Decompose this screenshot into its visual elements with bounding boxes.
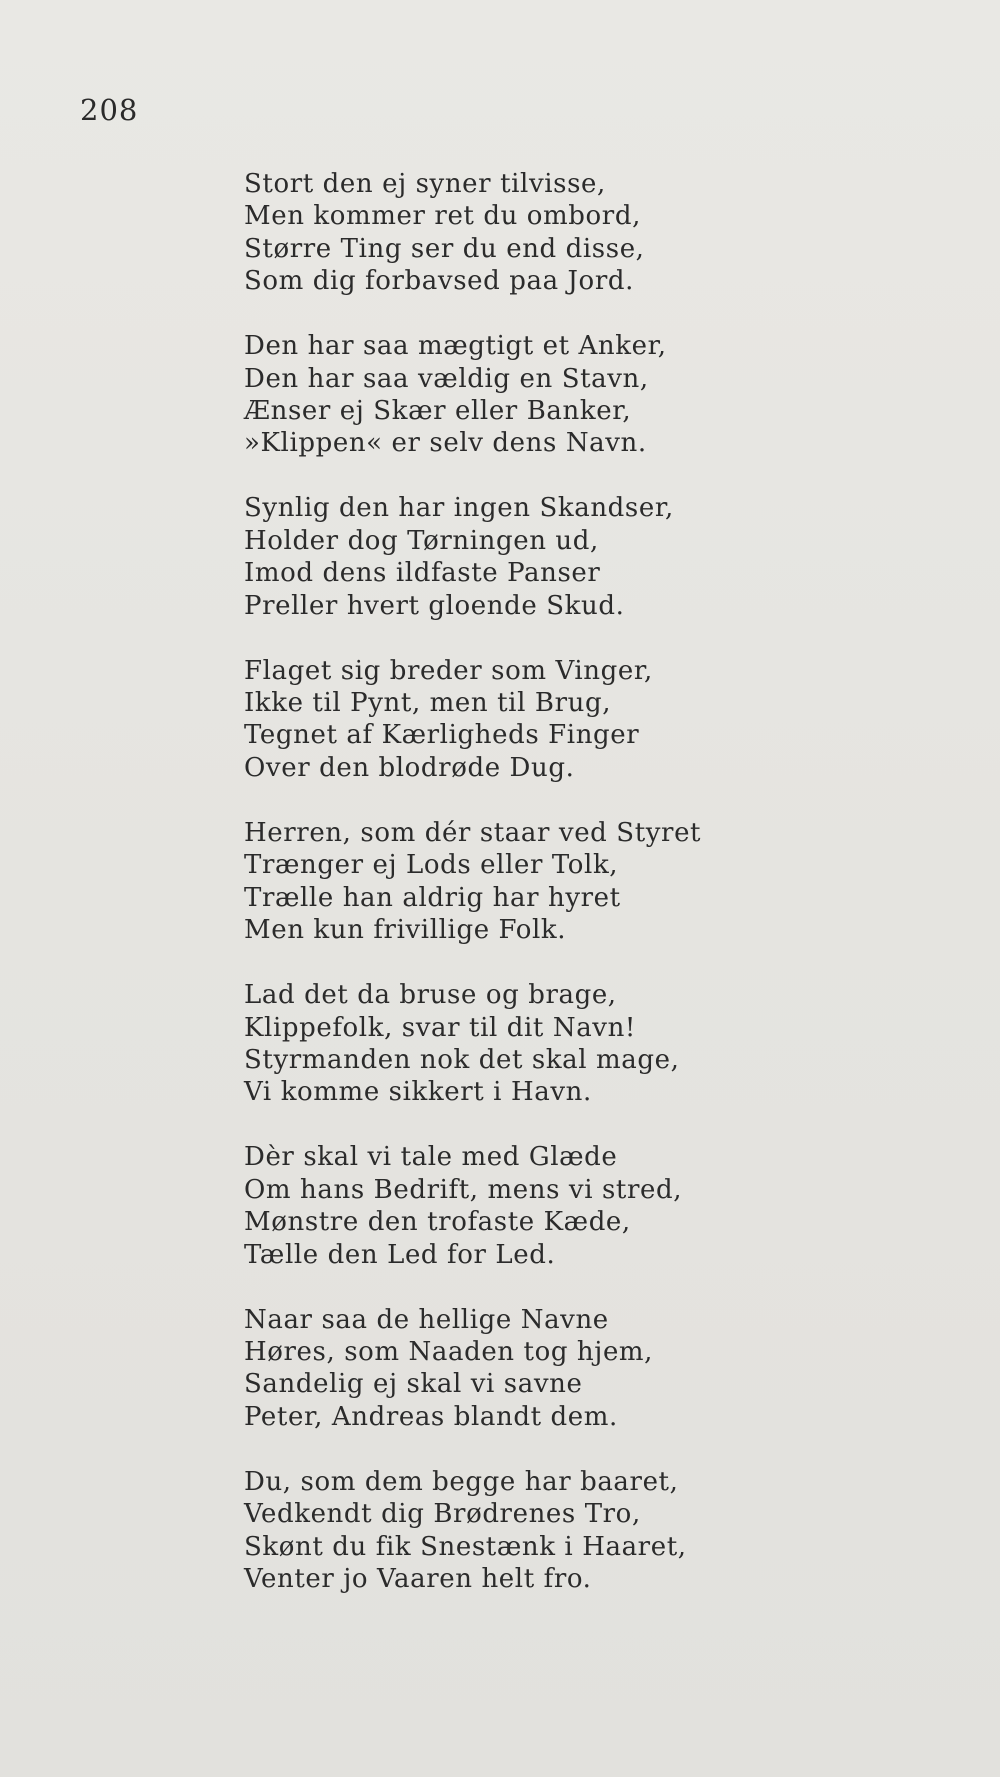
stanza-7: [244, 1141, 701, 1271]
stanza-1: [244, 168, 701, 298]
poem-line: Trælle han aldrig har hyret: [244, 882, 621, 913]
poem-line: Holder dog Tørningen ud,: [244, 525, 599, 556]
page-number: 208: [80, 93, 139, 127]
poem-line: Venter jo Vaaren helt fro.: [244, 1563, 592, 1594]
poem-line: Den har saa mægtigt et Anker,: [244, 331, 667, 362]
poem-line: Vedkendt dig Brødrenes Tro,: [244, 1499, 641, 1530]
poem: [244, 168, 701, 1595]
poem-line: Høres, som Naaden tog hjem,: [244, 1336, 654, 1367]
poem-line: Den har saa vældig en Stavn,: [244, 363, 649, 394]
poem-line: Flaget sig breder som Vinger,: [244, 655, 653, 686]
poem-line: Trænger ej Lods eller Tolk,: [244, 850, 619, 881]
poem-line: Større Ting ser du end disse,: [244, 233, 645, 264]
poem-line: Ikke til Pynt, men til Brug,: [244, 688, 612, 719]
poem-line: Tælle den Led for Led.: [244, 1239, 556, 1270]
poem-line: Mønstre den trofaste Kæde,: [244, 1207, 631, 1238]
poem-line: Styrmanden nok det skal mage,: [244, 1044, 680, 1075]
poem-line: Men kommer ret du ombord,: [244, 201, 641, 232]
poem-line: Preller hvert gloende Skud.: [244, 590, 625, 621]
stanza-2: [244, 330, 701, 460]
poem-line: Over den blodrøde Dug.: [244, 752, 575, 783]
poem-line: Imod dens ildfaste Panser: [244, 558, 601, 589]
poem-line: Lad det da bruse og brage,: [244, 980, 617, 1011]
poem-line: Som dig forbavsed paa Jord.: [244, 266, 634, 297]
stanza-9: [244, 1466, 701, 1596]
poem-line: Stort den ej syner tilvisse,: [244, 169, 606, 199]
poem-line: Om hans Bedrift, mens vi stred,: [244, 1174, 683, 1205]
poem-line: Skønt du fik Snestænk i Haaret,: [244, 1531, 687, 1562]
stanza-6: [244, 979, 701, 1109]
poem-line: Klippefolk, svar til dit Navn!: [244, 1012, 636, 1043]
poem-line: »Klippen« er selv dens Navn.: [244, 428, 647, 459]
poem-line: Tegnet af Kærligheds Finger: [244, 720, 640, 751]
poem-line: Herren, som dér staar ved Styret: [244, 817, 702, 848]
stanza-3: [244, 492, 701, 622]
poem-line: Dèr skal vi tale med Glæde: [244, 1142, 618, 1173]
poem-line: Vi komme sikkert i Havn.: [244, 1077, 592, 1108]
stanza-4: [244, 655, 701, 785]
poem-line: Sandelig ej skal vi savne: [244, 1369, 583, 1400]
poem-line: Synlig den har ingen Skandser,: [244, 493, 674, 524]
stanza-8: [244, 1304, 701, 1434]
poem-line: Peter, Andreas blandt dem.: [244, 1401, 618, 1432]
stanza-5: [244, 817, 701, 947]
poem-line: Du, som dem begge har baaret,: [244, 1466, 679, 1497]
poem-line: Naar saa de hellige Navne: [244, 1304, 609, 1335]
poem-line: Men kun frivillige Folk.: [244, 915, 567, 946]
poem-line: Ænser ej Skær eller Banker,: [244, 396, 632, 427]
